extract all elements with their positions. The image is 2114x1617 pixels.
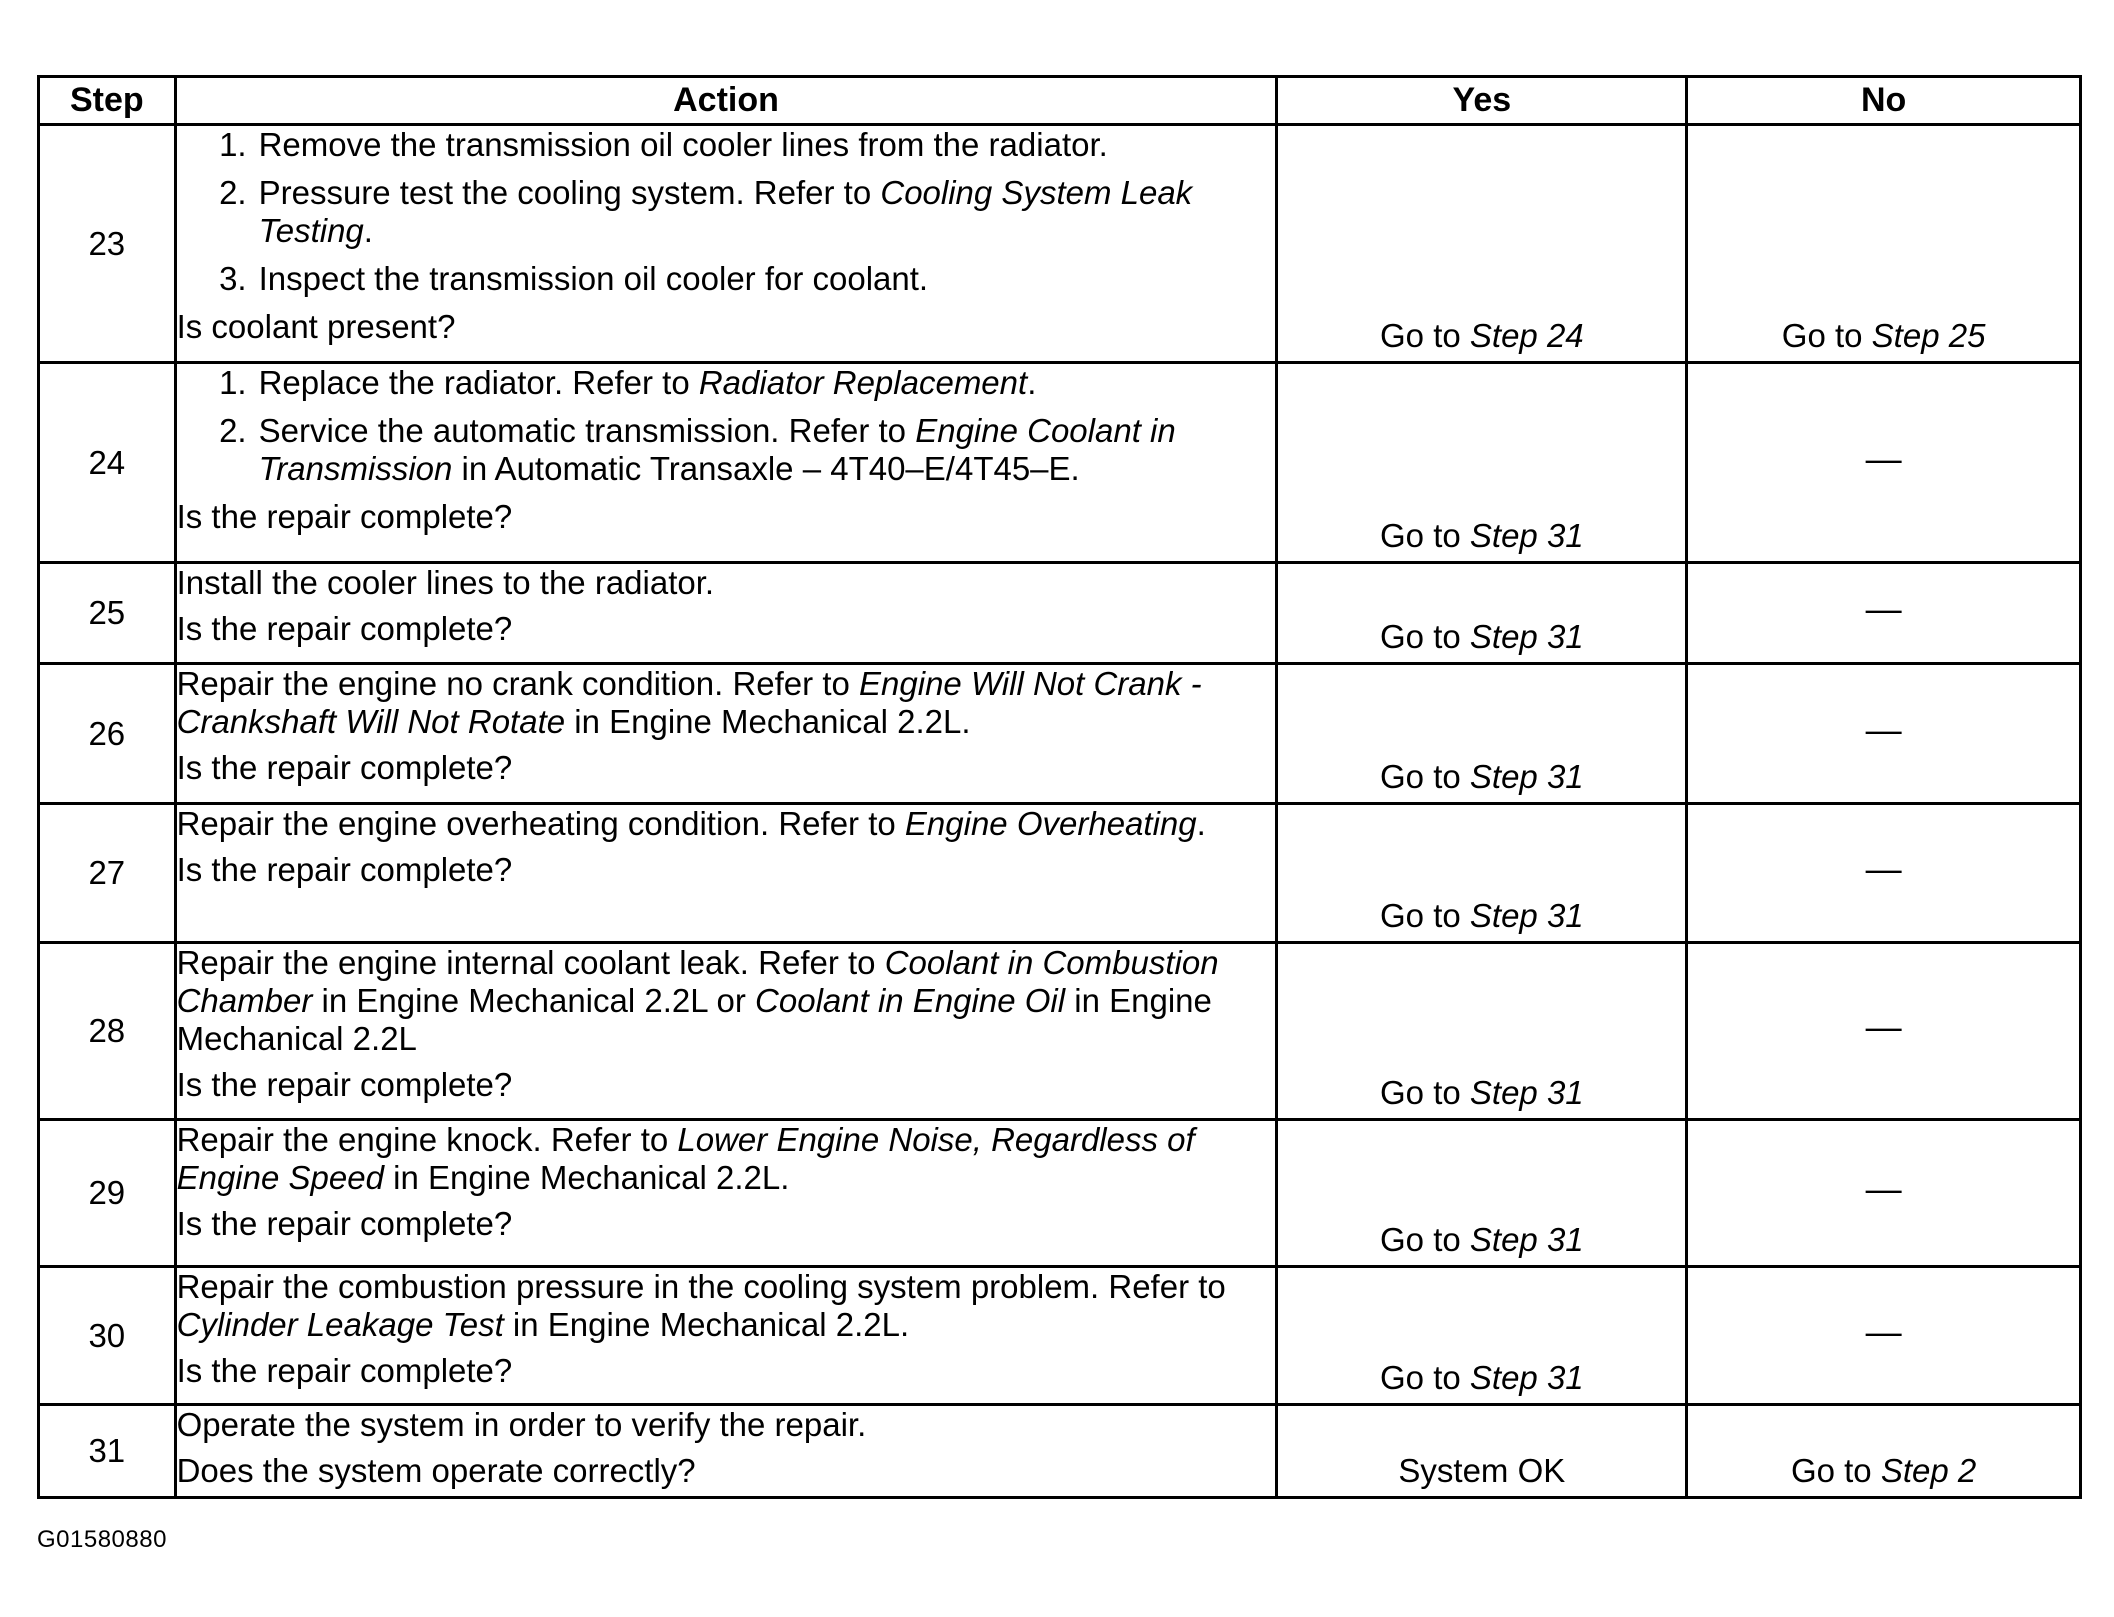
text-run: Repair the engine knock. Refer to [176,1121,678,1158]
text-run: in Engine Mechanical 2.2L. [503,1306,910,1343]
action-question: Is the repair complete? [176,1066,513,1103]
reference-link: Step 31 [1469,1359,1584,1396]
reference-link: Cylinder Leakage Test [176,1306,504,1343]
action-step-item [219,174,1276,250]
reference-link: Step 31 [1469,1221,1584,1258]
action-cell [175,363,1277,563]
no-cell [1687,563,2081,664]
action-question: Is coolant present? [176,308,456,345]
no-result-dash: — [1865,437,1902,479]
reference-link: Engine Coolant in Transmission [258,412,1176,487]
action-step-item [219,260,1276,298]
item-number: 1. [219,126,247,163]
action-question: Is the repair complete? [176,851,513,888]
no-cell [1687,1267,2081,1405]
item-number: 1. [219,364,247,401]
step-number: 27 [39,804,176,943]
action-cell [175,804,1277,943]
text-run: in Engine Mechanical 2.2L [176,982,1212,1057]
yes-result [1278,1074,1685,1118]
reference-link: Cooling System Leak Testing [258,174,1193,249]
action-text [177,665,1276,741]
table-row [39,1267,2081,1405]
step-number: 28 [39,943,176,1120]
no-cell [1687,943,2081,1120]
action-cell [175,664,1277,804]
text-run: System OK [1398,1452,1566,1489]
yes-cell [1277,125,1687,363]
diagnostic-table [37,75,2082,1499]
text-run: Go to [1380,897,1470,934]
item-number: 2. [219,412,247,449]
reference-link: Step 31 [1469,897,1584,934]
no-result-dash: — [1865,708,1902,750]
yes-result [1278,618,1685,662]
reference-link: Lower Engine Noise, Regardless of Engine Speed [176,1121,1195,1196]
yes-cell [1277,943,1687,1120]
text-run: Repair the combustion pressure in the cooling system problem. Refer to [176,1268,1226,1305]
reference-link: Step 31 [1469,618,1584,655]
text-run: Service the automatic transmission. Refer to [258,412,916,449]
text-run: Go to [1380,317,1470,354]
text-run: Go to [1380,618,1470,655]
action-text [177,805,1276,843]
action-step-item [219,412,1276,488]
action-cell [175,125,1277,363]
yes-result [1278,1221,1685,1265]
action-question: Is the repair complete? [176,1352,513,1389]
text-run: in Automatic Transaxle – 4T40–E/4T45–E. [452,450,1080,487]
action-text [177,1268,1276,1344]
yes-cell [1277,1405,1687,1498]
table-row [39,563,2081,664]
step-number: 23 [39,125,176,363]
action-question: Is the repair complete? [176,1205,513,1242]
item-number: 3. [219,260,247,297]
text-run: Remove the transmission oil cooler lines from the radiator. [258,126,1108,163]
text-run: Inspect the transmission oil cooler for coolant. [258,260,929,297]
text-run: in Engine Mechanical 2.2L. [383,1159,790,1196]
text-run: in Engine Mechanical 2.2L or [312,982,756,1019]
yes-cell [1277,563,1687,664]
yes-result [1278,1359,1685,1403]
reference-link: Step 2 [1880,1452,1977,1489]
action-cell [175,1405,1277,1498]
action-steps-list [177,126,1276,298]
text-run: Repair the engine overheating condition. Refer to [176,805,905,842]
no-result-dash: — [1865,587,1902,629]
text-run: Operate the system in order to verify the repair. [176,1406,867,1443]
no-result [1688,1452,2079,1496]
text-run: Go to [1781,317,1872,354]
text-run: Go to [1380,1221,1470,1258]
header-no: No [1687,77,2081,125]
reference-link: Coolant in Engine Oil [755,982,1066,1019]
text-run: Go to [1380,517,1470,554]
no-result-dash: — [1865,1310,1902,1352]
text-run: in Engine Mechanical 2.2L. [565,703,971,740]
step-number: 30 [39,1267,176,1405]
no-result-dash: — [1865,847,1902,889]
step-number: 25 [39,563,176,664]
text-run: Replace the radiator. Refer to [258,364,699,401]
reference-link: Engine Will Not Crank - Crankshaft Will Not Rotate [176,665,1202,740]
yes-cell [1277,804,1687,943]
action-question: Is the repair complete? [176,610,513,647]
yes-result [1278,897,1685,941]
text-run: Install the cooler lines to the radiator. [176,564,715,601]
action-cell [175,1120,1277,1267]
table-row [39,363,2081,563]
action-question: Is the repair complete? [176,498,513,535]
text-run: . [1027,364,1037,401]
header-row [39,77,2081,125]
figure-id: G01580880 [37,1526,167,1553]
no-cell [1687,664,2081,804]
reference-link: Radiator Replacement [698,364,1028,401]
table-row [39,1120,2081,1267]
table-row [39,125,2081,363]
reference-link: Coolant in Combustion Chamber [176,944,1219,1019]
action-question: Does the system operate correctly? [176,1452,696,1489]
no-result-dash: — [1865,1005,1902,1047]
table-row [39,664,2081,804]
step-number: 24 [39,363,176,563]
header-action: Action [175,77,1277,125]
no-cell [1687,1120,2081,1267]
reference-link: Step 31 [1469,758,1584,795]
text-run: . [363,212,373,249]
text-run: Repair the engine internal coolant leak. Refer to [176,944,885,981]
action-step-item [219,364,1276,402]
yes-result [1278,517,1685,561]
no-cell [1687,125,2081,363]
action-cell [175,1267,1277,1405]
reference-link: Step 31 [1469,1074,1584,1111]
yes-result [1278,1452,1685,1496]
reference-link: Engine Overheating [904,805,1197,842]
item-number: 2. [219,174,247,211]
action-steps-list [177,364,1276,488]
header-step: Step [39,77,176,125]
table-row [39,943,2081,1120]
reference-link: Step 31 [1469,517,1584,554]
header-yes: Yes [1277,77,1687,125]
table-body [39,125,2081,1498]
reference-link: Step 25 [1871,317,1986,354]
yes-result [1278,758,1685,802]
step-number: 31 [39,1405,176,1498]
text-run: Go to [1380,1074,1470,1111]
table-row [39,804,2081,943]
step-number: 26 [39,664,176,804]
action-cell [175,563,1277,664]
text-run: Go to [1380,758,1470,795]
yes-cell [1277,1120,1687,1267]
no-cell [1687,804,2081,943]
action-text [177,564,1276,602]
diagnostic-table-container [37,75,2082,1499]
step-number: 29 [39,1120,176,1267]
yes-cell [1277,664,1687,804]
text-run: Go to [1790,1452,1881,1489]
table-row [39,1405,2081,1498]
action-cell [175,943,1277,1120]
text-run: . [1196,805,1206,842]
no-result-dash: — [1865,1167,1902,1209]
no-cell [1687,363,2081,563]
yes-result [1278,317,1685,361]
text-run: Repair the engine no crank condition. Refer to [176,665,860,702]
action-step-item [219,126,1276,164]
reference-link: Step 24 [1469,317,1584,354]
yes-cell [1277,1267,1687,1405]
action-question: Is the repair complete? [176,749,513,786]
action-text [177,944,1276,1058]
action-text [177,1406,1276,1444]
yes-cell [1277,363,1687,563]
text-run: Go to [1380,1359,1470,1396]
no-result [1688,317,2079,361]
no-cell [1687,1405,2081,1498]
action-text [177,1121,1276,1197]
text-run: Pressure test the cooling system. Refer to [258,174,881,211]
